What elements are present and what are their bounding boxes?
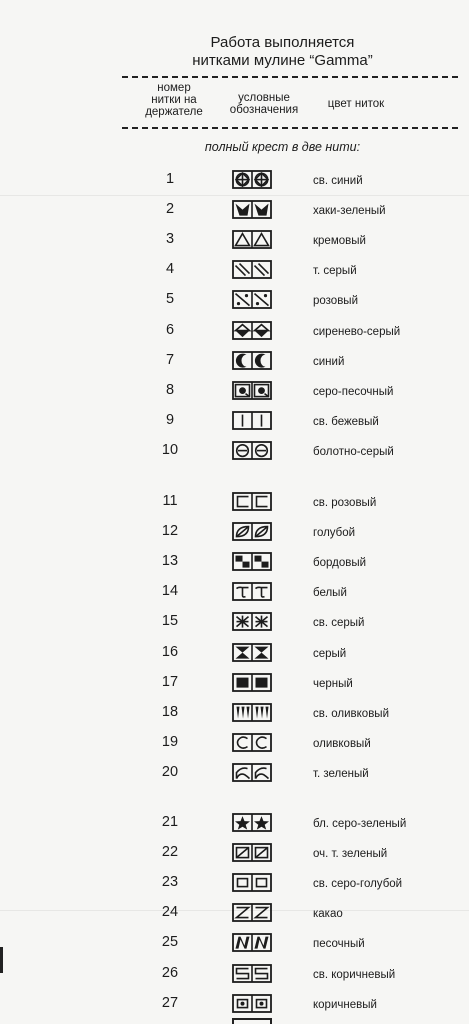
- thread-number: 25: [161, 934, 179, 951]
- thread-color-name: оч. т. зеленый: [313, 848, 388, 861]
- thread-number: 20: [161, 763, 179, 780]
- thread-color-name: серо-песочный: [313, 385, 394, 398]
- thread-color-name: т. серый: [313, 265, 357, 278]
- thread-color-name: коричневый: [313, 998, 377, 1011]
- margin-mark: [0, 947, 3, 973]
- swirl-icon: [232, 763, 272, 782]
- thread-number: 11: [162, 493, 178, 509]
- crescent-icon: [232, 351, 272, 370]
- filled-square-icon: [232, 673, 272, 692]
- thread-number: 12: [161, 523, 179, 540]
- thread-color-name: св. розовый: [313, 497, 377, 509]
- thread-color-name: белый: [313, 587, 347, 600]
- thread-number: 18: [161, 703, 179, 720]
- thread-color-name: хаки-зеленый: [313, 205, 386, 218]
- thread-color-name: св. серый: [313, 617, 365, 630]
- thread-color-name: серый: [313, 647, 347, 660]
- snowflake-icon: [232, 612, 272, 631]
- half-filled-diamond-icon: [232, 321, 272, 340]
- thread-color-name: синий: [313, 355, 345, 368]
- thread-color-name: св. коричневый: [313, 968, 396, 981]
- thread-number: 2: [165, 201, 175, 218]
- thread-color-name: св. оливковый: [313, 707, 389, 720]
- thread-number: 1: [165, 171, 175, 187]
- column-header-color: цвет ниток: [327, 98, 385, 110]
- thread-color-name: голубой: [313, 527, 356, 540]
- letter-c-square-icon: [232, 492, 272, 511]
- thread-number: 22: [161, 844, 179, 861]
- circle-minus-icon: [232, 441, 272, 460]
- letter-z-icon: [232, 903, 272, 922]
- thread-number: 7: [165, 351, 175, 368]
- dot-square-icon: [232, 994, 272, 1013]
- diagonal-dots-icon: [232, 290, 272, 309]
- thread-color-name: болотно-серый: [313, 445, 394, 458]
- thread-number: 9: [165, 411, 175, 428]
- star-icon: [232, 813, 272, 832]
- thread-color-name: черный: [313, 677, 353, 690]
- document-title-line-2: нитками мулине “Gamma”: [192, 52, 373, 69]
- thread-color-name: св. бежевый: [313, 415, 379, 428]
- cut-off-symbol: [232, 1018, 272, 1024]
- thread-number: 3: [165, 231, 175, 248]
- thread-number: 8: [165, 381, 175, 398]
- triangle-outline-icon: [232, 230, 272, 249]
- thread-number: 13: [161, 553, 179, 570]
- column-header-number: номер нитки на держателе: [145, 82, 203, 118]
- thread-color-name: бордовый: [313, 557, 367, 570]
- vertical-line-icon: [232, 411, 272, 430]
- thread-color-name: св. серо-голубой: [313, 878, 403, 891]
- letter-c-icon: [232, 733, 272, 752]
- thread-color-name: песочный: [313, 938, 365, 951]
- leaf-icon: [232, 522, 272, 541]
- circle-cross-diamond-icon: [232, 170, 272, 189]
- checker-icon: [232, 552, 272, 571]
- slashed-square-icon: [232, 843, 272, 862]
- letter-n-icon: [232, 933, 272, 952]
- double-diagonal-icon: [232, 260, 272, 279]
- header-divider-top: [122, 76, 458, 78]
- thread-number: 17: [161, 673, 179, 690]
- thread-color-name: бл. серо-зеленый: [313, 818, 407, 830]
- thread-number: 23: [161, 874, 179, 891]
- document-title-line-1: Работа выполняется: [210, 34, 355, 51]
- thread-color-name: св. синий: [313, 175, 363, 187]
- thread-color-name: какао: [313, 908, 343, 921]
- thread-number: 19: [161, 733, 179, 750]
- thread-color-name: кремовый: [313, 235, 366, 248]
- header-divider-bottom: [122, 127, 458, 129]
- inner-square-icon: [232, 873, 272, 892]
- letter-s-icon: [232, 964, 272, 983]
- thread-number: 5: [165, 291, 175, 308]
- thread-number: 21: [161, 814, 179, 830]
- thread-number: 4: [165, 261, 175, 278]
- hourglass-icon: [232, 643, 272, 662]
- tau-icon: [232, 582, 272, 601]
- thread-color-name: оливковый: [313, 737, 371, 750]
- thread-number: 15: [161, 613, 179, 630]
- thread-number: 16: [161, 643, 179, 660]
- thread-number: 14: [161, 583, 179, 600]
- thread-number: 10: [161, 441, 179, 458]
- column-header-symbol: условные обозначения: [229, 92, 299, 116]
- thread-color-name: розовый: [313, 295, 359, 308]
- thread-number: 27: [161, 994, 179, 1011]
- square-circle-icon: [232, 381, 272, 400]
- drops-icon: [232, 703, 272, 722]
- filled-corner-icon: [232, 200, 272, 219]
- thread-number: 24: [161, 904, 179, 921]
- thread-color-name: т. зеленый: [313, 767, 369, 780]
- paper-fold: [0, 195, 469, 196]
- thread-number: 6: [165, 321, 175, 338]
- section-subtitle: полный крест в две нити:: [204, 140, 361, 154]
- thread-color-name: сиренево-серый: [313, 325, 401, 338]
- thread-number: 26: [161, 964, 179, 981]
